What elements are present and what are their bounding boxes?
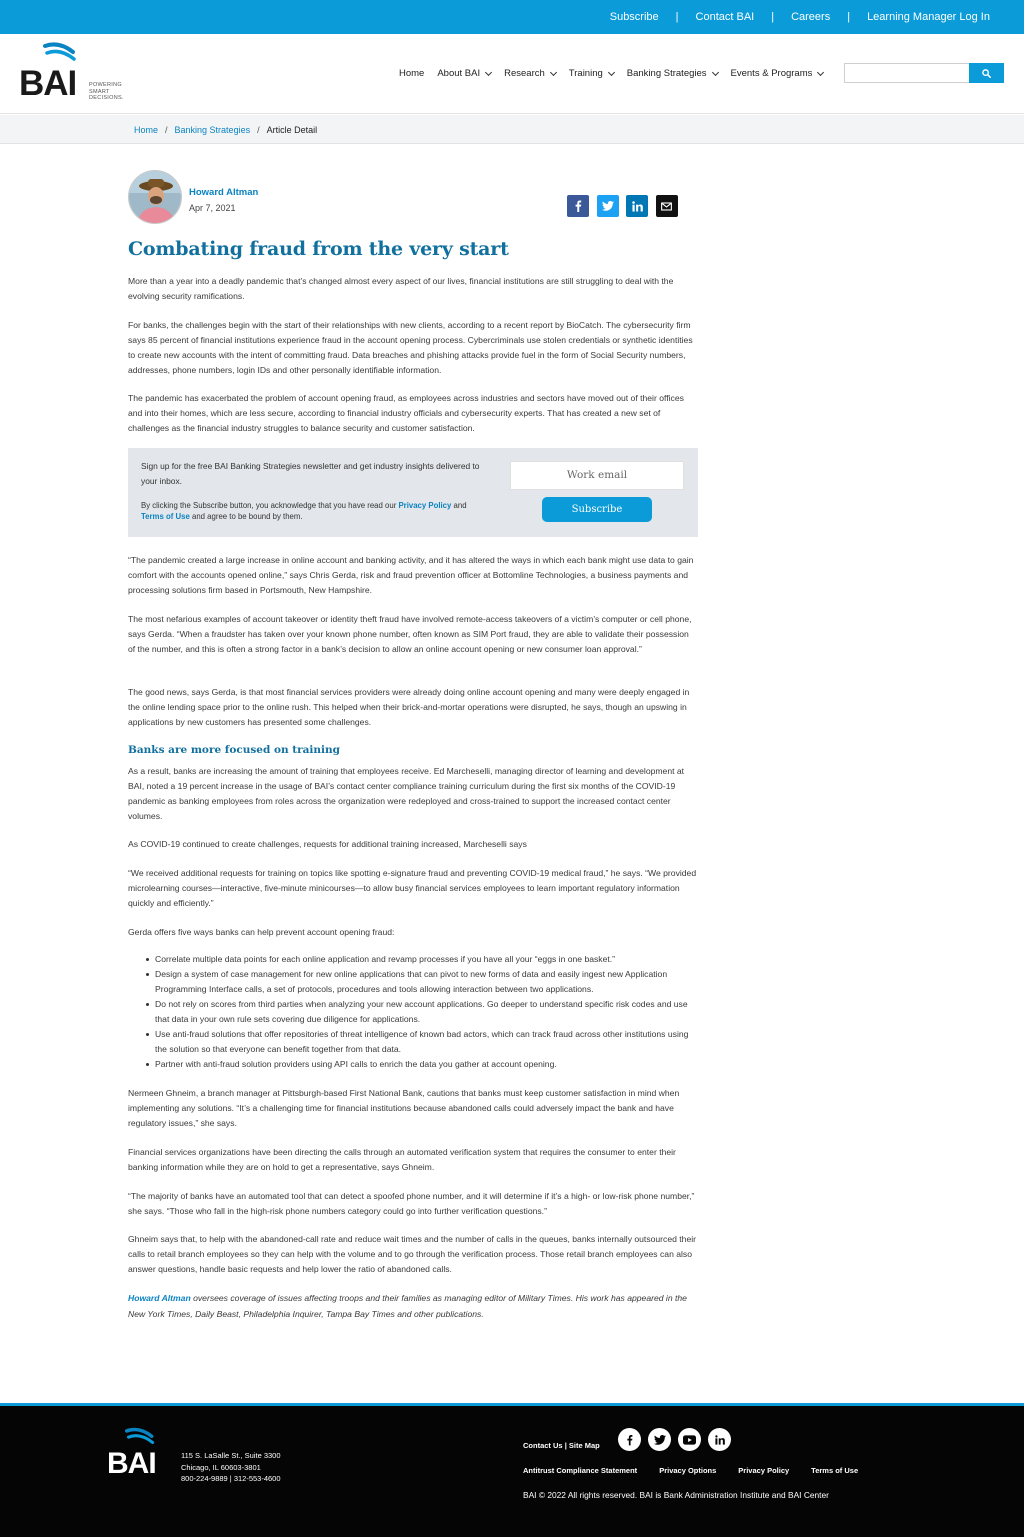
utility-contact-link[interactable]: Contact BAI (695, 11, 755, 23)
nav-banking-strategies[interactable] (627, 68, 718, 79)
search-button[interactable] (969, 63, 1004, 83)
facebook-icon (625, 1434, 634, 1446)
nav-label: Banking Strategies (626, 68, 707, 79)
paragraph: “The majority of banks have an automated tool that can detect a spoofed phone number, and it will determine if it’s a high- or low-risk phone number,” she says. “Those who fall in the high-risk phone numbers category could go into further verification questions.” (128, 1191, 695, 1216)
nav-research[interactable] (504, 68, 556, 79)
chevron-down-icon (485, 68, 492, 75)
footer-separator: | (564, 1441, 567, 1450)
legal-text: and agree to be bound by them. (189, 512, 303, 521)
bio-text: oversees coverage of issues affecting troops and their families as managing editor of Military Times. His work has appeared in the New York Times, Daily Beast, Philadelphia Inquirer, Tampa Bay Times and other publications. (128, 1293, 687, 1319)
subscribe-button[interactable]: Subscribe (542, 497, 652, 522)
nav-home[interactable] (399, 68, 424, 79)
footer-logo-wordmark: BAI (107, 1447, 156, 1480)
signup-legal (141, 500, 486, 522)
footer-youtube-button[interactable] (678, 1428, 701, 1451)
utility-separator: | (771, 11, 775, 23)
copyright: BAI © 2022 All rights reserved. BAI is Bank Administration Institute and BAI Center (523, 1490, 829, 1500)
contact-us-link[interactable]: Contact Us (523, 1441, 563, 1450)
youtube-icon (683, 1435, 696, 1445)
footer-legal-links (523, 1466, 880, 1475)
nav-events-programs[interactable] (731, 68, 824, 79)
bai-logo[interactable] (19, 42, 129, 106)
section-heading: Banks are more focused on training (128, 744, 341, 756)
privacy-policy-footer-link[interactable]: Privacy Policy (738, 1466, 790, 1475)
privacy-policy-link[interactable]: Privacy Policy (398, 501, 452, 510)
search-input[interactable] (844, 63, 970, 83)
nav-training[interactable] (569, 68, 614, 79)
logo-tagline (89, 82, 124, 102)
author-row (128, 170, 698, 226)
utility-separator: | (675, 11, 679, 23)
paragraph: Nermeen Ghneim, a branch manager at Pittsburgh-based First National Bank, cautions that banks must keep customer satisfaction in mind when implementing any solutions. “It’s a challenging time for financial institutions because abandoned calls could adversely impact the bank and have regulatory issues,” she says. (128, 1088, 680, 1128)
site-footer (0, 1403, 1024, 1537)
utility-subscribe-link[interactable]: Subscribe (609, 11, 659, 23)
paragraph: As COVID-19 continued to create challenges, requests for additional training increased, Marcheselli says (128, 839, 527, 849)
nav-label: Events & Programs (730, 68, 813, 79)
main-nav (399, 68, 836, 79)
newsletter-signup (128, 448, 698, 537)
breadcrumb (134, 125, 317, 135)
footer-facebook-button[interactable] (618, 1428, 641, 1451)
tips-list (128, 952, 698, 1072)
paragraph: For banks, the challenges begin with the start of their relationships with new clients, according to a recent report by BioCatch. The cybersecurity firm says 85 percent of financial institutions experience fraud in the account opening process. Cybercriminals use stolen credentials or synthetic identities to create new accounts with the intent of committing fraud. Data breaches and phishing attacks provide fuel in the form of Social Security numbers, addresses, phone numbers, login IDs and other personally identifiable information. (128, 320, 693, 375)
paragraph: As a result, banks are increasing the amount of training that employees receive. Ed Marcheselli, managing director of learning and development at BAI, noted a 19 percent increase in the usage of BAI’s contact center compliance training curriculum during the first six months of the COVID-19 pandemic as banking employees from roles across the organization were redeployed and cross-trained to support the increased contact center volumes. (128, 766, 685, 821)
breadcrumb-home-link[interactable]: Home (134, 125, 159, 135)
logo-tagline-line: DECISIONS. (89, 95, 124, 101)
paragraph: “The pandemic created a large increase in online account and banking activity, and it has altered the ways in which each bank might use data to gain comfort with the accounts opened online,” says Chris Gerda, risk and fraud prevention officer at Bottomline Technologies, a business payments and processing solutions firm based in Portsmouth, New Hampshire. (128, 555, 694, 595)
site-map-link[interactable]: Site Map (568, 1441, 600, 1450)
nav-label: Training (568, 68, 603, 79)
list-item: Correlate multiple data points for each online application and revamp processes if you have all your “eggs in one basket.” (128, 952, 698, 967)
chevron-down-icon (711, 68, 718, 75)
address-line: 115 S. LaSalle St., Suite 3300 (181, 1451, 281, 1460)
footer-logo[interactable] (107, 1427, 167, 1481)
utility-learning-manager-link[interactable]: Learning Manager Log In (867, 11, 990, 23)
nav-about-bai[interactable] (437, 68, 491, 79)
logo-tagline-line: POWERING (89, 82, 122, 88)
email-icon (661, 202, 672, 211)
address-line: Chicago, IL 60603-3801 (181, 1462, 261, 1472)
nav-label: About BAI (437, 68, 481, 79)
breadcrumb-separator: / (257, 125, 260, 135)
facebook-icon (573, 200, 583, 212)
breadcrumb-bar (0, 115, 1024, 144)
breadcrumb-current: Article Detail (266, 125, 318, 135)
logo-wordmark: BAI (19, 64, 77, 103)
legal-text: By clicking the Subscribe button, you acknowledge that you have read our (141, 501, 399, 510)
footer-social (618, 1428, 738, 1451)
share-facebook-button[interactable] (567, 195, 589, 217)
breadcrumb-section-link[interactable]: Banking Strategies (174, 125, 251, 135)
publish-date: Apr 7, 2021 (189, 203, 236, 213)
paragraph: More than a year into a deadly pandemic that’s changed almost every aspect of our lives, financial institutions are still struggling to deal with the evolving security ramifications. (128, 276, 674, 301)
terms-of-use-link[interactable]: Terms of Use (141, 512, 190, 521)
nav-label: Home (399, 68, 425, 79)
work-email-input[interactable]: Work email (510, 461, 684, 490)
share-linkedin-button[interactable] (626, 195, 648, 217)
signup-text: Sign up for the free BAI Banking Strategies newsletter and get industry insights delivered to your inbox. (141, 461, 480, 486)
twitter-icon (654, 1435, 666, 1445)
legal-text: and (451, 501, 467, 510)
logo-swoosh-icon (125, 1427, 157, 1449)
logo-swoosh-icon (43, 42, 79, 66)
utility-separator: | (847, 11, 851, 23)
nav-label: Research (504, 68, 545, 79)
list-item: Do not rely on scores from third parties when analyzing your new account applications. Go deeper to understand specific risk codes and use that data in your own rule sets covering due diligence for applications. (128, 997, 698, 1027)
list-item: Partner with anti-fraud solution providers using API calls to enrich the data you gather at account opening. (128, 1057, 698, 1072)
utility-links (610, 11, 990, 23)
antitrust-link[interactable]: Antitrust Compliance Statement (523, 1466, 638, 1475)
chevron-down-icon (608, 68, 615, 75)
paragraph: “We received additional requests for training on topics like spotting e-signature fraud and preventing COVID-19 medical fraud,” he says. “We provided microlearning courses—interactive, five-minute minicourses—to allow busy financial services employees to learn important regulatory information quickly and efficiently.” (128, 868, 697, 908)
paragraph: The pandemic has exacerbated the problem of account opening fraud, as employees across industries and sectors have moved out of their offices and into their homes, which are less secure, according to financial industry officials and cybersecurity experts. That has created a new set of challenges as the financial industry struggles to balance security and customer satisfaction. (128, 393, 684, 433)
author-avatar (128, 170, 182, 224)
bio-author-link[interactable]: Howard Altman (128, 1293, 191, 1303)
logo-tagline-line: SMART (89, 88, 110, 95)
list-item: Design a system of case management for new online applications that can pivot to new forms of data and easily ingest new Application Programming Interface calls, a set of protocols, procedures and tools allowing interaction between two applications. (128, 967, 698, 997)
article-title: Combating fraud from the very start (128, 238, 509, 260)
share-buttons (567, 195, 685, 217)
author-bio (128, 1290, 698, 1322)
author-name[interactable]: Howard Altman (189, 187, 259, 198)
linkedin-icon (632, 201, 643, 212)
avatar-portrait (129, 171, 182, 224)
paragraph: Ghneim says that, to help with the abandoned-call rate and reduce wait times and the number of calls in the queues, banks internally outsourced their calls to retail branch employees so they can help with the volume and to go through the verification process. Those retail branch employees can also answer questions, handle basic requests and help lower the ratio of abandoned calls. (128, 1234, 696, 1274)
breadcrumb-separator: / (165, 125, 168, 135)
footer-top-links (523, 1441, 600, 1450)
chevron-down-icon (817, 68, 824, 75)
footer-twitter-button[interactable] (648, 1428, 671, 1451)
share-email-button[interactable] (656, 195, 678, 217)
paragraph: The most nefarious examples of account takeover or identity theft fraud have involved remote-access takeovers of a victim’s computer or cell phone, says Gerda. “When a fraudster has taken over your known phone number, often known as SIM Port fraud, they are able to validate their possession of the number, and this is often a strong factor in a bank’s decision to allow an online account opening or new consumer loan approval.” (128, 614, 692, 654)
list-item: Use anti-fraud solutions that offer repositories of threat intelligence of known bad actors, which can track fraud across other institutions using the solution so that everyone can benefit together from that data. (128, 1027, 698, 1057)
privacy-options-link[interactable]: Privacy Options (659, 1466, 717, 1475)
terms-of-use-footer-link[interactable]: Terms of Use (811, 1466, 859, 1475)
phone-numbers: 800-224-9889 | 312-553-4600 (181, 1474, 281, 1483)
paragraph: Financial services organizations have been directing the calls through an automated verification system that requires the consumer to enter their banking information while they are on hold to get a representative, says Ghneim. (128, 1147, 676, 1172)
utility-careers-link[interactable]: Careers (791, 11, 831, 23)
twitter-icon (602, 201, 614, 211)
footer-linkedin-button[interactable] (708, 1428, 731, 1451)
footer-address (181, 1450, 281, 1485)
article (128, 170, 698, 1319)
chevron-down-icon (550, 68, 557, 75)
utility-bar (0, 0, 1024, 34)
paragraph: Gerda offers five ways banks can help prevent account opening fraud: (128, 927, 395, 937)
site-header (0, 34, 1024, 114)
linkedin-icon (715, 1435, 725, 1445)
paragraph: The good news, says Gerda, is that most financial services providers were already doing online account opening and many were deeply engaged in the online lending space prior to the online rush. This helped when their brick-and-mortar operations were disrupted, he says, though an upswing in applications by new customers has presented some challenges. (128, 687, 690, 727)
magnifier-icon (982, 69, 991, 78)
share-twitter-button[interactable] (597, 195, 619, 217)
